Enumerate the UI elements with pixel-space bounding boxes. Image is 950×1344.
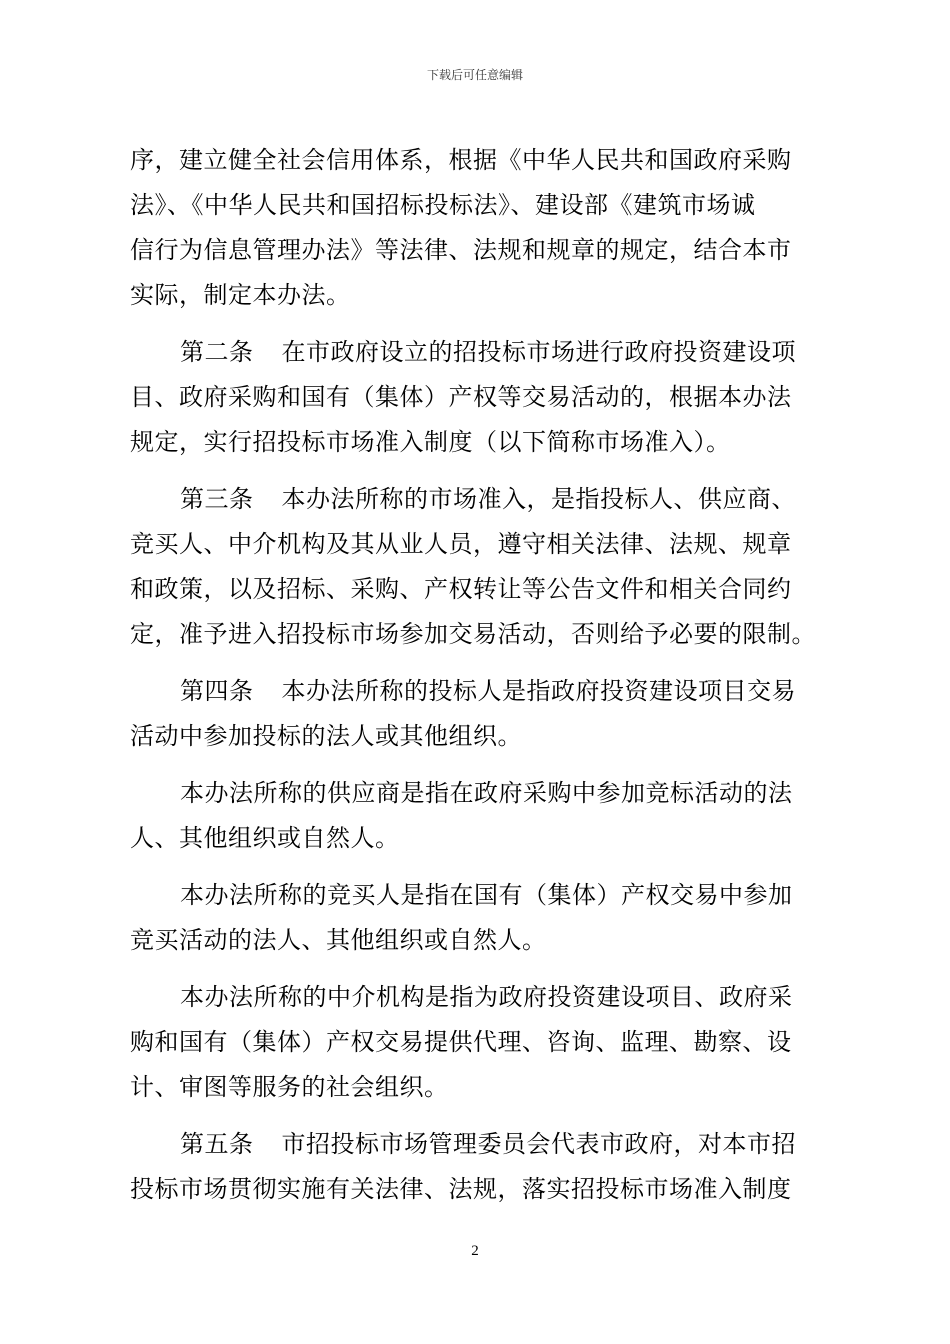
page-number: 2 xyxy=(471,1243,479,1259)
paragraph-intro-continued xyxy=(130,138,822,318)
bidder-definition-paragraph xyxy=(130,873,822,963)
text-line: 规定，实行招投标市场准入制度（以下简称市场准入）。 xyxy=(130,428,731,456)
text-line: 投标市场贯彻实施有关法律、法规，落实招投标市场准入制度 xyxy=(130,1175,792,1203)
text-line: 活动中参加投标的法人或其他组织。 xyxy=(130,722,522,750)
text-line xyxy=(130,1122,822,1167)
article-5-paragraph xyxy=(130,1122,822,1212)
supplier-definition-paragraph xyxy=(130,771,822,861)
article-number: 第五条 xyxy=(180,1130,254,1158)
text-line: 本办法所称的供应商是指在政府采购中参加竞标活动的法 xyxy=(180,779,793,807)
article-3-paragraph xyxy=(130,477,822,657)
document-body xyxy=(130,138,822,1224)
text-line xyxy=(130,330,822,375)
text-line: 计、审图等服务的社会组织。 xyxy=(130,1073,449,1101)
article-number: 第四条 xyxy=(180,677,254,705)
text-line: 实际，制定本办法。 xyxy=(130,281,351,309)
article-4-paragraph xyxy=(130,669,822,759)
text-line: 目、政府采购和国有（集体）产权等交易活动的，根据本办法 xyxy=(130,383,792,411)
article-text: 本办法所称的市场准入，是指投标人、供应商、 xyxy=(281,485,796,513)
text-line: 本办法所称的竞买人是指在国有（集体）产权交易中参加 xyxy=(180,881,793,909)
text-line: 定，准予进入招投标市场参加交易活动，否则给予必要的限制。 xyxy=(130,620,816,648)
article-text: 市招投标市场管理委员会代表市政府，对本市招 xyxy=(281,1130,796,1158)
text-line: 竞买活动的法人、其他组织或自然人。 xyxy=(130,926,547,954)
article-text: 在市政府设立的招投标市场进行政府投资建设项 xyxy=(281,338,796,366)
text-line xyxy=(130,669,822,714)
text-line: 法》、《中华人民共和国招标投标法》、建设部《建筑市场诚 xyxy=(130,191,756,219)
header-note: 下载后可任意编辑 xyxy=(426,68,523,82)
text-line: 购和国有（集体）产权交易提供代理、咨询、监理、勘察、设 xyxy=(130,1028,792,1056)
text-line: 序，建立健全社会信用体系，根据《中华人民共和国政府采购 xyxy=(130,146,792,174)
text-line: 本办法所称的中介机构是指为政府投资建设项目、政府采 xyxy=(180,983,793,1011)
text-line: 信行为信息管理办法》等法律、法规和规章的规定，结合本市 xyxy=(130,236,792,264)
text-line: 人、其他组织或自然人。 xyxy=(130,824,400,852)
agency-definition-paragraph xyxy=(130,975,822,1110)
text-line xyxy=(130,477,822,522)
article-2-paragraph xyxy=(130,330,822,465)
text-line: 和政策，以及招标、采购、产权转让等公告文件和相关合同约 xyxy=(130,575,792,603)
article-number: 第三条 xyxy=(180,485,254,513)
article-text: 本办法所称的投标人是指政府投资建设项目交易 xyxy=(281,677,796,705)
article-number: 第二条 xyxy=(180,338,254,366)
text-line: 竞买人、中介机构及其从业人员，遵守相关法律、法规、规章 xyxy=(130,530,792,558)
